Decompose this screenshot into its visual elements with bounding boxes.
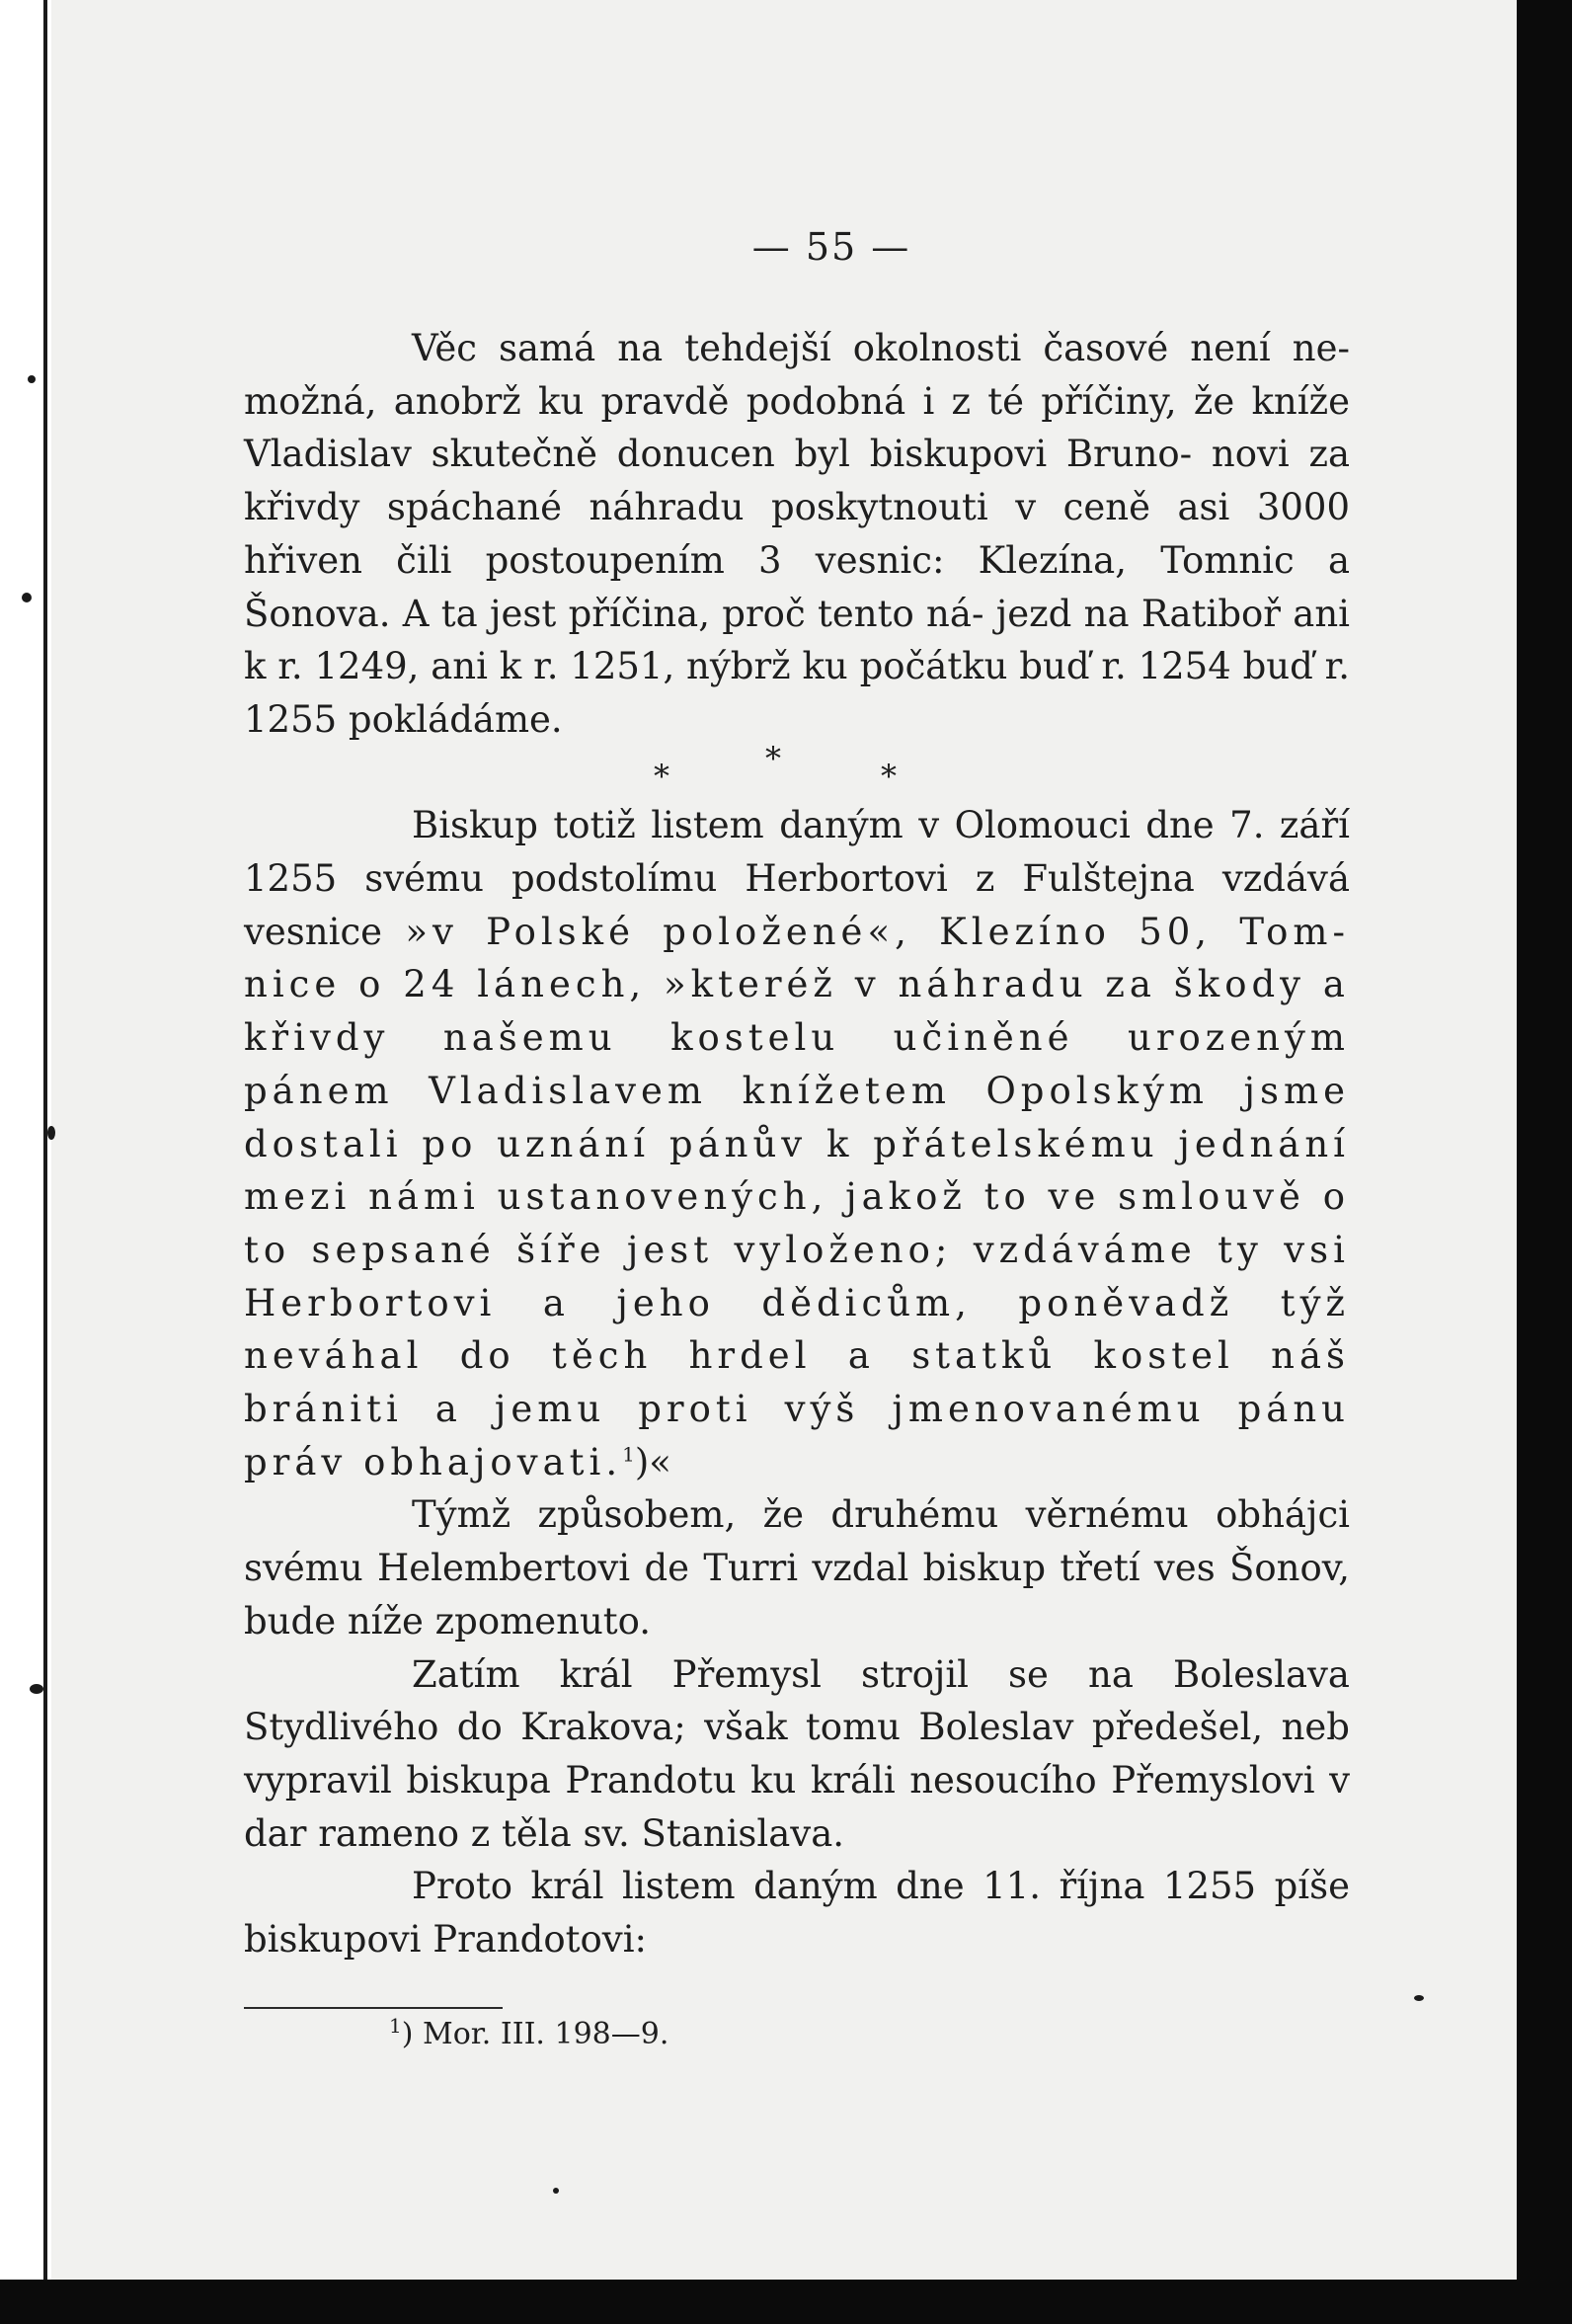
scan-left-margin xyxy=(0,0,51,2324)
p2-quote-close: )« xyxy=(634,1440,671,1483)
paragraph-3: Týmž způsobem, že druhému věrnému obhájci svému Helembertovi de Turri vzdal biskup třetí ves Šonov, bude níže zpomenuto. xyxy=(244,1493,1350,1643)
scan-speck xyxy=(1414,1995,1424,2001)
p1-line-1: Věc samá na tehdejší okolnosti časové není ne- xyxy=(412,327,1350,369)
p1-line-2: možná, anobrž ku pravdě podobná i z té příčiny, že xyxy=(244,379,1235,423)
book-page xyxy=(51,0,1517,2280)
p2-quote-body: nice o 24 lánech, »kteréž v náhradu za škody a křivdy našemu kostelu učiněné urozeným pánem Vladislavem knížetem Opolským jsme dostali po uznání pánův k přátelskému jednání mezi námi ustanovených, jakož to ve smlouvě o to sepsané šíře jest vyloženo; vzdáváme ty vsi Herbortovi a jeho dědicům, poněvadž týž neváhal do těch hrdel a statků kostel náš brániti a jemu proti výš jmenovanému pánu práv obhajovati. xyxy=(244,963,1350,1483)
footnote xyxy=(389,2015,668,2054)
scan-speck xyxy=(30,1684,43,1694)
main-text xyxy=(244,322,1350,1966)
scan-bottom-margin xyxy=(0,2280,1572,2324)
footnote-text: ) Mor. III. 198—9. xyxy=(401,2017,669,2051)
scan-right-margin xyxy=(1517,0,1572,2324)
footnote-reference: 1 xyxy=(622,1442,635,1467)
p2-line-1: Biskup totiž listem daným v Olomouci dne 7. září xyxy=(412,804,1350,847)
p2-quote-start: »v Polské položené«, Klezíno 50, Tom- xyxy=(405,910,1350,953)
scan-speck xyxy=(22,593,32,602)
scan-speck xyxy=(47,1126,55,1140)
asterisk-left: * xyxy=(654,757,669,795)
paragraph-1 xyxy=(244,322,1350,747)
paragraph-4: Zatím král Přemysl strojil se na Boleslava Stydlivého do Krakova; však tomu Boleslav předešel, neb vypravil biskupa Prandotu ku králi nesoucího Přemyslovi v dar rameno z těla sv. Stanislava. xyxy=(244,1652,1350,1855)
asterisk-right: * xyxy=(881,757,897,795)
page-number: — 55 — xyxy=(751,225,911,269)
asterisk-middle: * xyxy=(765,739,781,777)
p2-line-2: 1255 svému podstolímu Herbortovi z Fulštejna vzdává xyxy=(244,857,1350,901)
p1-line-6: Tomnic a Šonova. A ta jest příčina, proč tento ná- xyxy=(244,538,1350,635)
p1-line-7: jezd na Ratiboř ani k r. 1249, ani k r. 1251, nýbrž xyxy=(244,592,1351,688)
section-separator xyxy=(244,739,1350,800)
paragraph-2 xyxy=(244,799,1350,1488)
p1-line-4: novi za křivdy spáchané náhradu poskytnouti v ceně xyxy=(244,433,1351,529)
footnote-divider xyxy=(244,2007,503,2009)
scan-speck xyxy=(553,2188,559,2194)
scan-speck xyxy=(28,375,36,383)
binding-edge-line xyxy=(43,0,47,2324)
paragraph-5: Proto král listem daným dne 11. října 1255 píše biskupovi Prandotovi: xyxy=(244,1865,1350,1962)
p1-line-3: kníže Vladislav skutečně donucen byl biskupovi Bruno- xyxy=(244,379,1350,476)
p1-line-5: asi 3000 hřiven čili postoupením 3 vesnic: Klezína, xyxy=(244,486,1351,582)
p1-line-8: ku počátku buď r. 1254 buď r. 1255 pokládáme. xyxy=(244,645,1350,741)
p2-line-3-lead: vesnice xyxy=(244,910,406,953)
footnote-marker: 1 xyxy=(389,2014,402,2038)
